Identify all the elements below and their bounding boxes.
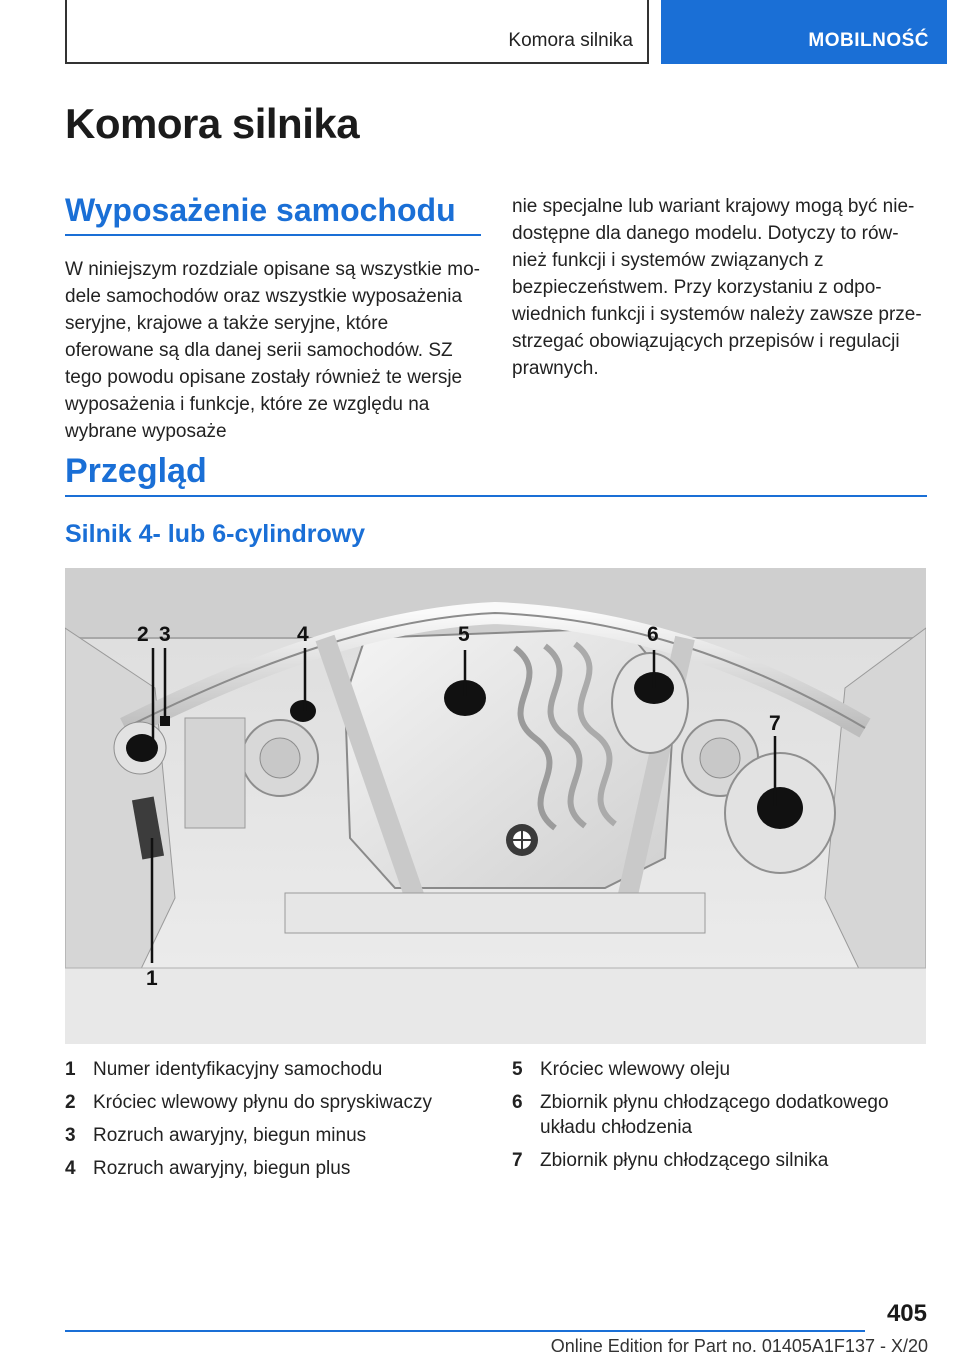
equipment-paragraph-left: W niniejszym rozdziale opisane są wszystkie modele samochodów oraz wszystkie wyposażenia seryjne, krajowe a także seryjne, które oferowane są dla danej serii samochodów. SZ tego powodu opisane zostały również te wersje wyposażenia i funkcje, które ze względu na wybrane wyposaże <box>65 259 480 442</box>
legend-text: Króciec wlewowy płynu do spryskiwaczy <box>93 1092 432 1113</box>
header-section-tab <box>65 0 649 64</box>
section-equipment-heading: Wyposażenie samochodu <box>65 192 456 228</box>
callout-5: 5 <box>458 623 470 646</box>
legend-text: Zbiornik płynu chłodzącego silnika <box>540 1150 829 1171</box>
page-title: Komora silnika <box>65 100 360 147</box>
legend-number: 2 <box>65 1092 76 1113</box>
header-chapter-label: MOBILNOŚĆ <box>808 30 929 51</box>
legend-item <box>512 1090 912 1140</box>
legend-text: Rozruch awaryjny, biegun plus <box>93 1158 351 1179</box>
header-chapter-tab <box>661 0 947 64</box>
section-overview-rule <box>65 495 927 497</box>
engine-bay-illustration <box>65 568 926 1044</box>
callout-3: 3 <box>159 623 171 646</box>
legend-right-column <box>512 1057 912 1181</box>
legend-item <box>65 1123 465 1148</box>
equipment-paragraph-right: nie specjalne lub wariant krajowy mogą być niedostępne dla danego modelu. Dotyczy to również funkcji i systemów związanych z bezpieczeństwem. Przy korzystaniu z odpowiednich funkcji i systemów należy zawsze przestrzegać obowiązujących przepisów i regulacji prawnych. <box>512 196 922 379</box>
legend-number: 7 <box>512 1150 523 1171</box>
legend-text: Rozruch awaryjny, biegun minus <box>93 1125 367 1146</box>
engine-subheading: Silnik 4- lub 6-cylindrowy <box>65 520 366 548</box>
callout-1: 1 <box>146 967 158 990</box>
legend-number: 5 <box>512 1059 523 1080</box>
legend-item <box>65 1090 465 1115</box>
section-overview-heading: Przegląd <box>65 452 207 490</box>
legend-number: 3 <box>65 1125 76 1146</box>
header-section-label: Komora silnika <box>508 30 633 51</box>
legend-number: 4 <box>65 1158 76 1179</box>
legend-number: 6 <box>512 1092 523 1113</box>
callout-7: 7 <box>769 712 781 735</box>
legend-text: Króciec wlewowy oleju <box>540 1059 731 1080</box>
legend-left-column <box>65 1057 465 1189</box>
legend-text: Zbiornik płynu chłodzącego dodatkowego układu chłodzenia <box>540 1092 889 1138</box>
footer-edition-text: Online Edition for Part no. 01405A1F137 - X/20 <box>550 1336 928 1356</box>
legend-item <box>65 1156 465 1181</box>
footer-rule <box>65 1330 865 1332</box>
legend-item <box>512 1148 912 1173</box>
section-equipment-rule <box>65 234 481 236</box>
legend-number: 1 <box>65 1059 76 1080</box>
callout-4: 4 <box>297 623 309 646</box>
page-number: 405 <box>886 1300 927 1327</box>
legend-item <box>65 1057 465 1082</box>
legend-item <box>512 1057 912 1082</box>
callout-2: 2 <box>137 623 149 646</box>
callout-6: 6 <box>647 623 659 646</box>
legend-text: Numer identyfikacyjny samochodu <box>93 1059 383 1080</box>
